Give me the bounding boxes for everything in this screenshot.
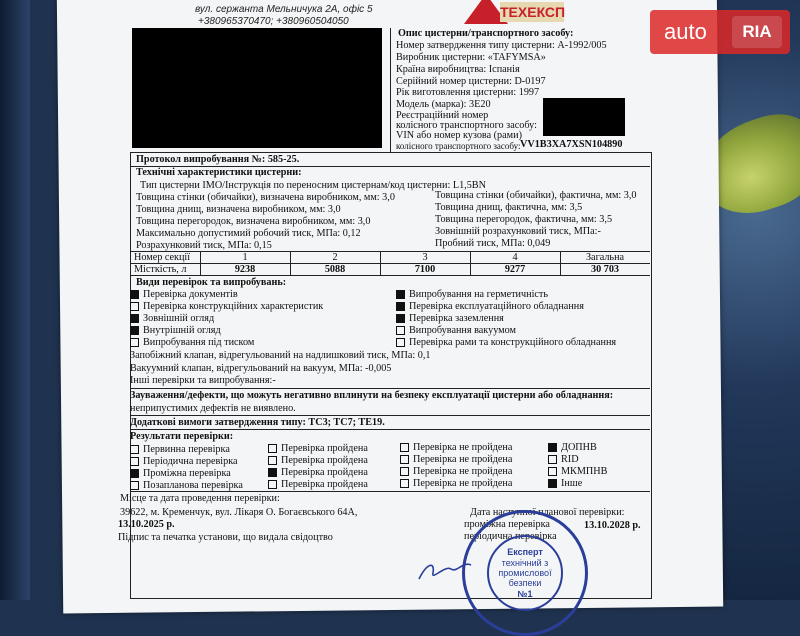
country: Країна виробництва: Іспанія [396,64,520,75]
checkbox-empty-icon [400,467,409,476]
result-label: Позапланова перевірка [143,480,243,491]
stamp-text: технічний з [501,558,549,568]
reg-label-1: Реєстраційний номер [396,110,489,121]
other-checks: Інші перевірки та випробування:- [130,375,276,386]
header-phones: +380965370470; +380960504050 [198,16,349,27]
result-item [130,456,238,467]
check-date: 13.10.2025 р. [118,519,175,530]
result-label: Перевірка не пройдена [413,466,513,477]
result-label: МКМПНВ [561,466,608,477]
safety-valve: Запобіжний клапан, відрегульований на надлишковий тиск, МПа: 0,1 [130,350,431,361]
checkbox-empty-icon [130,338,139,347]
result-label: ДОПНВ [561,442,597,453]
result-item [400,454,512,465]
checkbox-checked-icon [548,479,557,488]
checkbox-empty-icon [548,455,557,464]
reg-label-2: колісного транспортного засобу: [396,120,537,131]
partition-mfr: Товщина перегородок, визначена виробником, мм: 3,0 [136,216,371,227]
vin-value: VV1B3XA7XSN104890 [520,139,623,150]
result-item [400,478,512,489]
check-item [130,313,214,324]
check-label: Перевірка експлуатаційного обладнання [409,301,584,312]
check-item [130,337,254,348]
check-item [396,325,516,336]
check-item [130,289,238,300]
result-item [400,442,512,453]
check-item [396,301,584,312]
stamp-text: промислової [498,568,552,578]
result-item [268,443,368,454]
watermark-badge: RIA [732,16,782,48]
result-item [268,479,368,490]
section-value: 30 703 [590,264,619,275]
result-label: Перевірка пройдена [281,479,368,490]
check-label: Зовнішній огляд [143,313,215,324]
checkbox-empty-icon [130,302,139,311]
remarks-title: Зауваження/дефекти, що можуть негативно вплинути на безпеку експлуатації цистерни або обладнання: [130,390,614,401]
checkbox-empty-icon [400,479,409,488]
result-item [130,444,230,455]
auto-ria-watermark [650,10,790,54]
rule [130,388,650,389]
tech-title: Технічні характеристики цистерни: [136,167,302,178]
result-label: Первинна перевірка [143,444,230,455]
checkbox-empty-icon [268,444,277,453]
checkbox-empty-icon [400,443,409,452]
rule [130,415,650,416]
checkbox-checked-icon [268,468,277,477]
model: Модель (марка): 3E20 [396,99,491,110]
rule [130,429,650,430]
stamp-number: №1 [517,589,533,599]
checkbox-empty-icon [268,456,277,465]
calc-pressure: Розрахунковий тиск, МПа: 0,15 [136,240,272,251]
background-left [0,0,30,600]
section-header: 1 [242,252,248,263]
imo-type: Тип цистерни IMO/Інструкція по переносним цистернам/код цистерни: L1,5BN [140,180,486,191]
top-divider [390,28,391,152]
partition-actual: Товщина перегородок, фактична, мм: 3,5 [435,214,613,225]
protocol-number: Протокол випробування №: 585-25. [136,154,300,165]
result-item [548,442,597,453]
checkbox-checked-icon [130,469,139,478]
signature-label: Підпис та печатка установи, що видала свідоцтво [118,532,333,543]
check-label: Випробування під тиском [143,337,255,348]
redacted-owner-block [132,28,382,148]
rule [130,275,650,276]
check-label: Перевірка рами та конструкційного обладнання [409,337,617,348]
checkbox-checked-icon [396,314,405,323]
tank-description-title: Опис цистерни/транспортного засобу: [398,28,574,39]
result-label: Інше [561,478,583,489]
check-label: Перевірка конструкційних характеристик [143,301,324,312]
check-item [396,337,616,348]
vin-label-2: колісного транспортного засобу: [396,141,521,151]
checkbox-checked-icon [396,302,405,311]
section-value: 5088 [324,264,346,275]
checkbox-checked-icon [396,290,405,299]
result-label: Періодична перевірка [143,456,238,467]
results-title: Результати перевірки: [130,431,234,442]
next-check-type-1: проміжна перевірка [464,519,550,530]
logo-text: ТЕХЕКСП [500,4,566,20]
check-label: Внутрішній огляд [143,325,221,336]
section-header: Загальна [585,252,625,263]
result-label: Проміжна перевірка [143,468,231,479]
result-label: Перевірка пройдена [281,467,368,478]
result-label: Перевірка пройдена [281,455,368,466]
section-value: 9277 [504,264,526,275]
checkbox-empty-icon [268,480,277,489]
result-label: Перевірка не пройдена [413,454,513,465]
result-item [548,454,579,465]
result-item [268,455,368,466]
checkbox-checked-icon [130,314,139,323]
ext-pressure: Зовнішній розрахунковий тиск, МПа:- [435,226,601,237]
check-item [130,301,323,312]
redacted-plate-block [543,98,625,136]
result-item [400,466,512,477]
result-item [130,468,231,479]
section-header: 4 [512,252,518,263]
stamp-text: безпеки [508,578,542,588]
vin-label-1: VIN або номер кузова (рами) [396,130,522,141]
result-item [548,478,582,489]
watermark-text: auto [664,19,707,44]
result-label: Перевірка не пройдена [413,442,513,453]
header-address: вул. сержанта Мельничука 2А, офіс 5 [195,4,373,15]
next-check-label: Дата наступної планової перевірки: [470,507,625,518]
result-item [268,467,368,478]
checkbox-empty-icon [400,455,409,464]
check-label: Перевірка документів [143,289,238,300]
stamp-text: Експерт [507,547,543,557]
check-item [396,289,548,300]
remarks-value: неприпустимих дефектів не виявлено. [130,403,296,414]
result-item [548,466,607,477]
checkbox-empty-icon [130,457,139,466]
checkbox-empty-icon [130,481,139,490]
checkbox-checked-icon [548,443,557,452]
max-pressure: Максимально допустимий робочий тиск, МПа: 0,12 [136,228,361,239]
check-label: Випробування вакуумом [409,325,516,336]
result-label: Перевірка пройдена [281,443,368,454]
manufacture-year: Рік виготовлення цистерни: 1997 [396,87,540,98]
next-check-type-2: періодична перевірка [464,531,557,542]
serial-number: Серійний номер цистерни: D-0197 [396,76,546,87]
wall-mfr: Товщина стінки (обичайки), визначена виробником, мм: 3,0 [136,192,395,203]
section-value: 9238 [234,264,256,275]
check-label: Випробування на герметичність [409,289,549,300]
capacity-label: Місткість, л [134,264,187,275]
check-item [396,313,504,324]
checks-title: Види перевірок та випробувань: [136,277,287,288]
checkbox-empty-icon [396,338,405,347]
checkbox-checked-icon [130,290,139,299]
section-number-label: Номер секції [134,252,191,263]
place-label: Місце та дата проведення перевірки: [120,493,280,504]
result-label: RID [561,454,579,465]
check-item [130,325,221,336]
end-mfr: Товщина днищ, визначена виробником, мм: 3,0 [136,204,341,215]
checkbox-empty-icon [548,467,557,476]
extra-requirements: Додаткові вимоги затвердження типу: TC3; TC7; TE19. [130,417,385,428]
result-label: Перевірка не пройдена [413,478,513,489]
place-value: 39622, м. Кременчук, вул. Лікаря О. Богаєвського 64А, [120,507,358,518]
section-value: 7100 [414,264,436,275]
end-actual: Товщина днищ, фактична, мм: 3,5 [435,202,583,213]
test-pressure: Пробний тиск, МПа: 0,049 [435,238,551,249]
section-header: 3 [422,252,428,263]
type-approval: Номер затвердження типу цистерни: А-1992/005 [396,40,607,51]
certificate-sheet [100,0,710,600]
checkbox-empty-icon [130,445,139,454]
company-logo [460,0,580,24]
next-check-date: 13.10.2028 р. [584,520,641,531]
section-header: 2 [332,252,338,263]
check-label: Перевірка заземлення [409,313,504,324]
checkbox-empty-icon [396,326,405,335]
official-stamp [462,510,588,636]
rule [130,491,650,492]
wall-actual: Товщина стінки (обичайки), фактична, мм: 3,0 [435,190,637,201]
result-item [130,480,243,491]
manufacturer: Виробник цистерни: «TAFYMSA» [396,52,546,63]
vacuum-valve: Вакуумний клапан, відрегульований на вакуум, МПа: -0,005 [130,363,392,374]
checkbox-checked-icon [130,326,139,335]
